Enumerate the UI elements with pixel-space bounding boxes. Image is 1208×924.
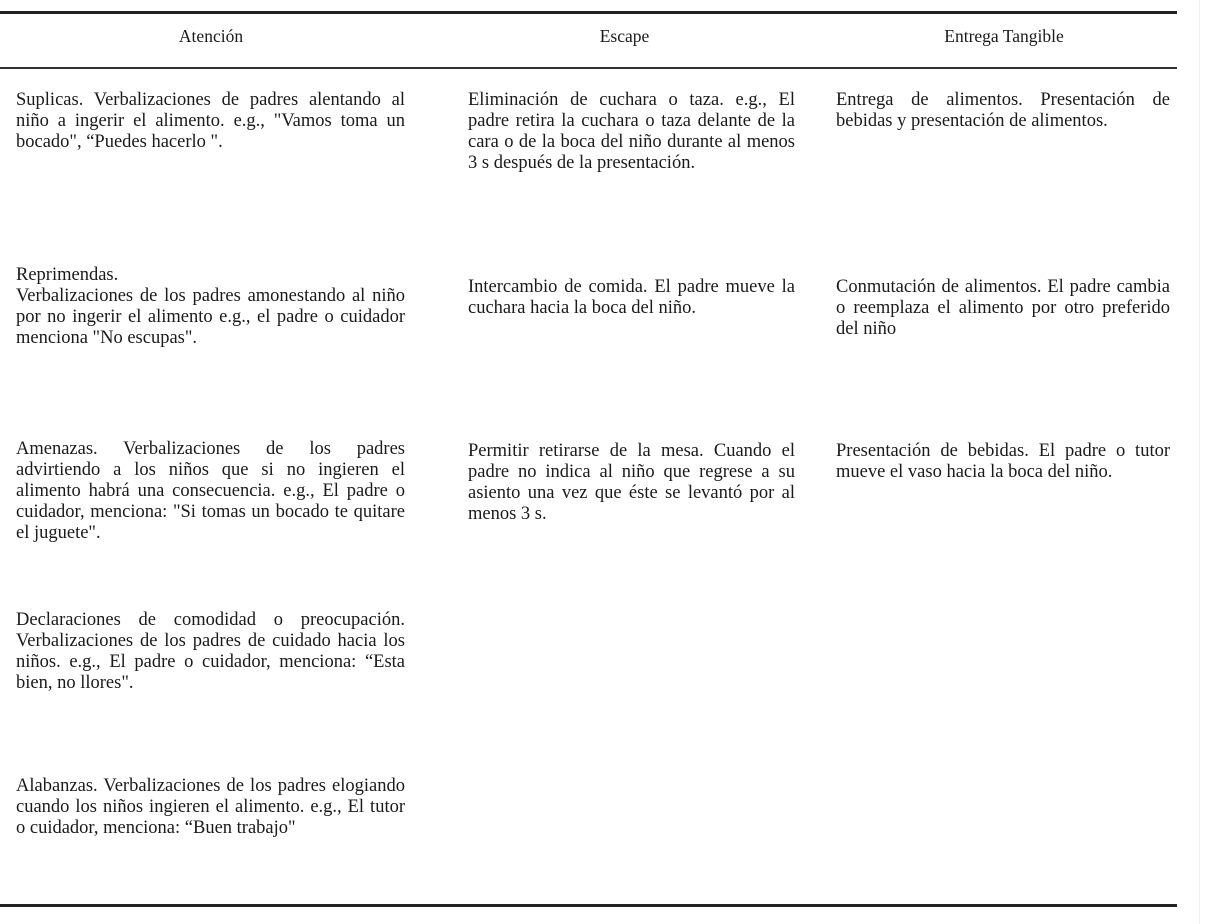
table-bottom-rule [0, 904, 1177, 907]
cell-atencion-suplicas: Suplicas. Verbalizaciones de padres alentando al niño a ingerir el alimento. e.g., "Vamos toma un bocado", “Puedes hacerlo ". [16, 90, 405, 152]
header-escape: Escape [599, 26, 650, 46]
cell-atencion-amenazas: Amenazas. Verbalizaciones de los padres advirtiendo a los niños que si no ingieren el alimento habrá una consecuencia. e.g., El padre o cuidador, menciona: "Si tomas un bocado te quitare el juguete". [16, 439, 405, 543]
cell-atencion-reprimendas-text [16, 265, 405, 349]
cell-tangible-presentacion-bebidas: Presentación de bebidas. El padre o tutor mueve el vaso hacia la boca del niño. [836, 441, 1170, 482]
cell-escape-eliminacion: Eliminación de cuchara o taza. e.g., El padre retira la cuchara o taza delante de la cara o de la boca del niño durante al menos 3 s después de la presentación. [468, 90, 795, 173]
header-rule [0, 67, 1177, 69]
table-top-rule [0, 11, 1177, 14]
cell-line: Verbalizaciones de los padres amonestando al niño por no ingerir el alimento e.g., el padre o cuidador menciona "No escupas". [16, 286, 405, 348]
cell-atencion-reprimendas [16, 265, 405, 349]
header-entrega-tangible: Entrega Tangible [944, 26, 1064, 46]
cell-escape-permitir-retirarse: Permitir retirarse de la mesa. Cuando el padre no indica al niño que regrese a su asiento una vez que éste se levantó por al menos 3 s. [468, 441, 795, 524]
cell-tangible-conmutacion: Conmutación de alimentos. El padre cambia o reemplaza el alimento por otro preferido del niño [836, 277, 1170, 339]
cell-tangible-entrega-alimentos: Entrega de alimentos. Presentación de bebidas y presentación de alimentos. [836, 90, 1170, 131]
cell-atencion-declaraciones: Declaraciones de comodidad o preocupación. Verbalizaciones de los padres de cuidado hacia los niños. e.g., El padre o cuidador, menciona: “Esta bien, no llores". [16, 610, 405, 693]
cell-escape-intercambio: Intercambio de comida. El padre mueve la cuchara hacia la boca del niño. [468, 277, 795, 318]
header-atencion: Atención [178, 26, 244, 46]
page-edge [1199, 0, 1200, 924]
cell-line: Reprimendas. [16, 265, 119, 285]
cell-atencion-alabanzas: Alabanzas. Verbalizaciones de los padres elogiando cuando los niños ingieren el alimento. e.g., El tutor o cuidador, menciona: “Buen trabajo" [16, 776, 405, 838]
